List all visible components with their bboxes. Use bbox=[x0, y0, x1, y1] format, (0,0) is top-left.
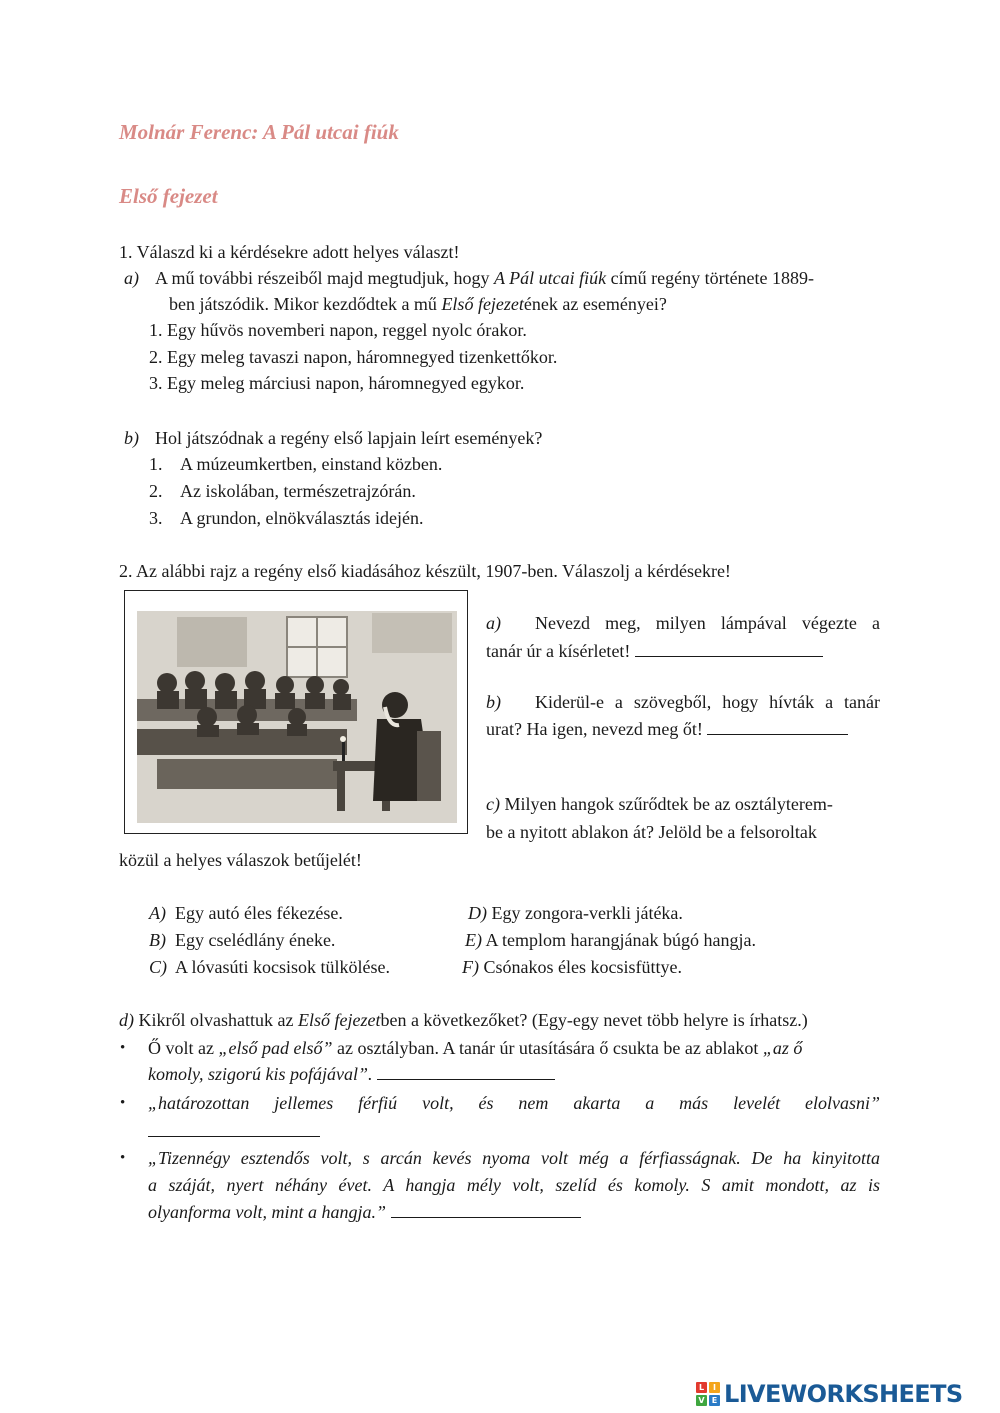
q1b-option-2-text[interactable]: Az iskolában, természetrajzórán. bbox=[180, 481, 416, 501]
q1b-option-1-text[interactable]: A múzeumkertben, einstand közben. bbox=[180, 454, 443, 474]
logo-cube: L bbox=[696, 1382, 707, 1393]
q1a-question-line2: ben játszódik. Mikor kezdődtek a mű Első fejezetének az eseményei? bbox=[169, 294, 667, 314]
classroom-drawing bbox=[137, 611, 457, 823]
q1-intro: 1. Válaszd ki a kérdésekre adott helyes választ! bbox=[119, 242, 460, 262]
page-title: Molnár Ferenc: A Pál utcai fiúk bbox=[119, 120, 399, 144]
q2a-label: a) bbox=[486, 613, 501, 633]
q2d-item3-line1: „Tizennégy esztendős volt, s arcán kevés nyoma volt még a férfiasságnak. De ha kinyitotta bbox=[148, 1148, 880, 1168]
q2b-question-line2: urat? Ha igen, nevezd meg őt! bbox=[486, 719, 848, 740]
q2c-question-line2: be a nyitott ablakon át? Jelöld be a felsoroltak bbox=[486, 822, 817, 842]
q2d-item1-line2: komoly, szigorú kis pofájával”. bbox=[148, 1064, 555, 1085]
q2-intro: 2. Az alábbi rajz a regény első kiadásához készült, 1907-ben. Válaszolj a kérdésekre! bbox=[119, 561, 731, 581]
q1b-option-3-text[interactable]: A grundon, elnökválasztás idején. bbox=[180, 508, 424, 528]
bullet-1: • bbox=[120, 1040, 126, 1056]
q1b-option-1[interactable]: 1. bbox=[149, 454, 163, 474]
logo-text: LIVEWORKSHEETS bbox=[724, 1380, 963, 1408]
logo-cube: E bbox=[709, 1395, 720, 1406]
q2c-question-line3: közül a helyes válaszok betűjelét! bbox=[119, 850, 362, 870]
q2d-item3-line2: a száját, nyert néhány évet. A hangja mély volt, szelíd és komoly. S amit mondott, az is bbox=[148, 1175, 880, 1195]
q1b-option-3[interactable]: 3. bbox=[149, 508, 163, 528]
q2c-option-d[interactable]: D) Egy zongora-verkli játéka. bbox=[468, 903, 683, 923]
q2a-question-line1: Nevezd meg, milyen lámpával végezte a bbox=[535, 613, 880, 633]
bullet-2: • bbox=[120, 1095, 126, 1111]
q2d-item2-line2 bbox=[148, 1121, 320, 1142]
q1a-option-3[interactable]: 3. Egy meleg márciusi napon, háromnegyed egykor. bbox=[149, 373, 525, 393]
q1b-option-2[interactable]: 2. bbox=[149, 481, 163, 501]
q1a-option-1[interactable]: 1. Egy hűvös novemberi napon, reggel nyolc órakor. bbox=[149, 320, 527, 340]
q1b-question: Hol játszódnak a regény első lapjain leírt események? bbox=[155, 428, 543, 448]
q2d-item3-blank[interactable] bbox=[391, 1202, 581, 1218]
bullet-3: • bbox=[120, 1150, 126, 1166]
q2d-item3-line3: olyanforma volt, mint a hangja.” bbox=[148, 1202, 581, 1223]
q2d-item2-quote: „határozottan jellemes férfiú volt, és nem akarta a más levelét elolvasni” bbox=[148, 1093, 880, 1113]
logo-cube: V bbox=[696, 1395, 707, 1406]
q2b-label: b) bbox=[486, 692, 501, 712]
q2b-answer-blank[interactable] bbox=[707, 719, 848, 735]
liveworksheets-logo bbox=[696, 1380, 963, 1408]
q2b-question-line1: Kiderül-e a szövegből, hogy hívták a tanár bbox=[535, 692, 880, 712]
q1a-label: a) bbox=[124, 268, 139, 288]
q2c-option-f[interactable]: F) Csónakos éles kocsisfüttye. bbox=[462, 957, 682, 977]
q2d-item1-line1: Ő volt az „első pad első” az osztályban. A tanár úr utasítására ő csukta be az ablakot „az ő bbox=[148, 1038, 803, 1058]
chapter-heading: Első fejezet bbox=[119, 184, 218, 208]
q2d-question: d) Kikről olvashattuk az Első fejezetben a következőket? (Egy-egy nevet több helyre is írhatsz.) bbox=[119, 1010, 808, 1030]
q2c-option-b[interactable]: B) Egy cselédlány éneke. bbox=[149, 930, 336, 950]
q2d-item1-blank[interactable] bbox=[377, 1064, 555, 1080]
q2a-question-line2: tanár úr a kísérletet! bbox=[486, 641, 823, 662]
logo-cubes-icon bbox=[696, 1382, 720, 1406]
q1b-label: b) bbox=[124, 428, 139, 448]
q1a-option-2[interactable]: 2. Egy meleg tavaszi napon, háromnegyed tizenkettőkor. bbox=[149, 347, 558, 367]
q2c-option-e[interactable]: E) A templom harangjának búgó hangja. bbox=[465, 930, 756, 950]
logo-cube: I bbox=[709, 1382, 720, 1393]
q2c-option-a[interactable]: A) Egy autó éles fékezése. bbox=[149, 903, 343, 923]
q2c-question-line1: c) Milyen hangok szűrődtek be az osztályterem- bbox=[486, 794, 833, 814]
q1a-question-line1: A mű további részeiből majd megtudjuk, hogy A Pál utcai fiúk című regény története 1889- bbox=[155, 268, 815, 288]
q2c-option-c[interactable]: C) A lóvasúti kocsisok tülkölése. bbox=[149, 957, 391, 977]
q2d-item2-blank[interactable] bbox=[148, 1121, 320, 1137]
classroom-illustration bbox=[124, 590, 468, 834]
q2a-answer-blank[interactable] bbox=[635, 641, 823, 657]
